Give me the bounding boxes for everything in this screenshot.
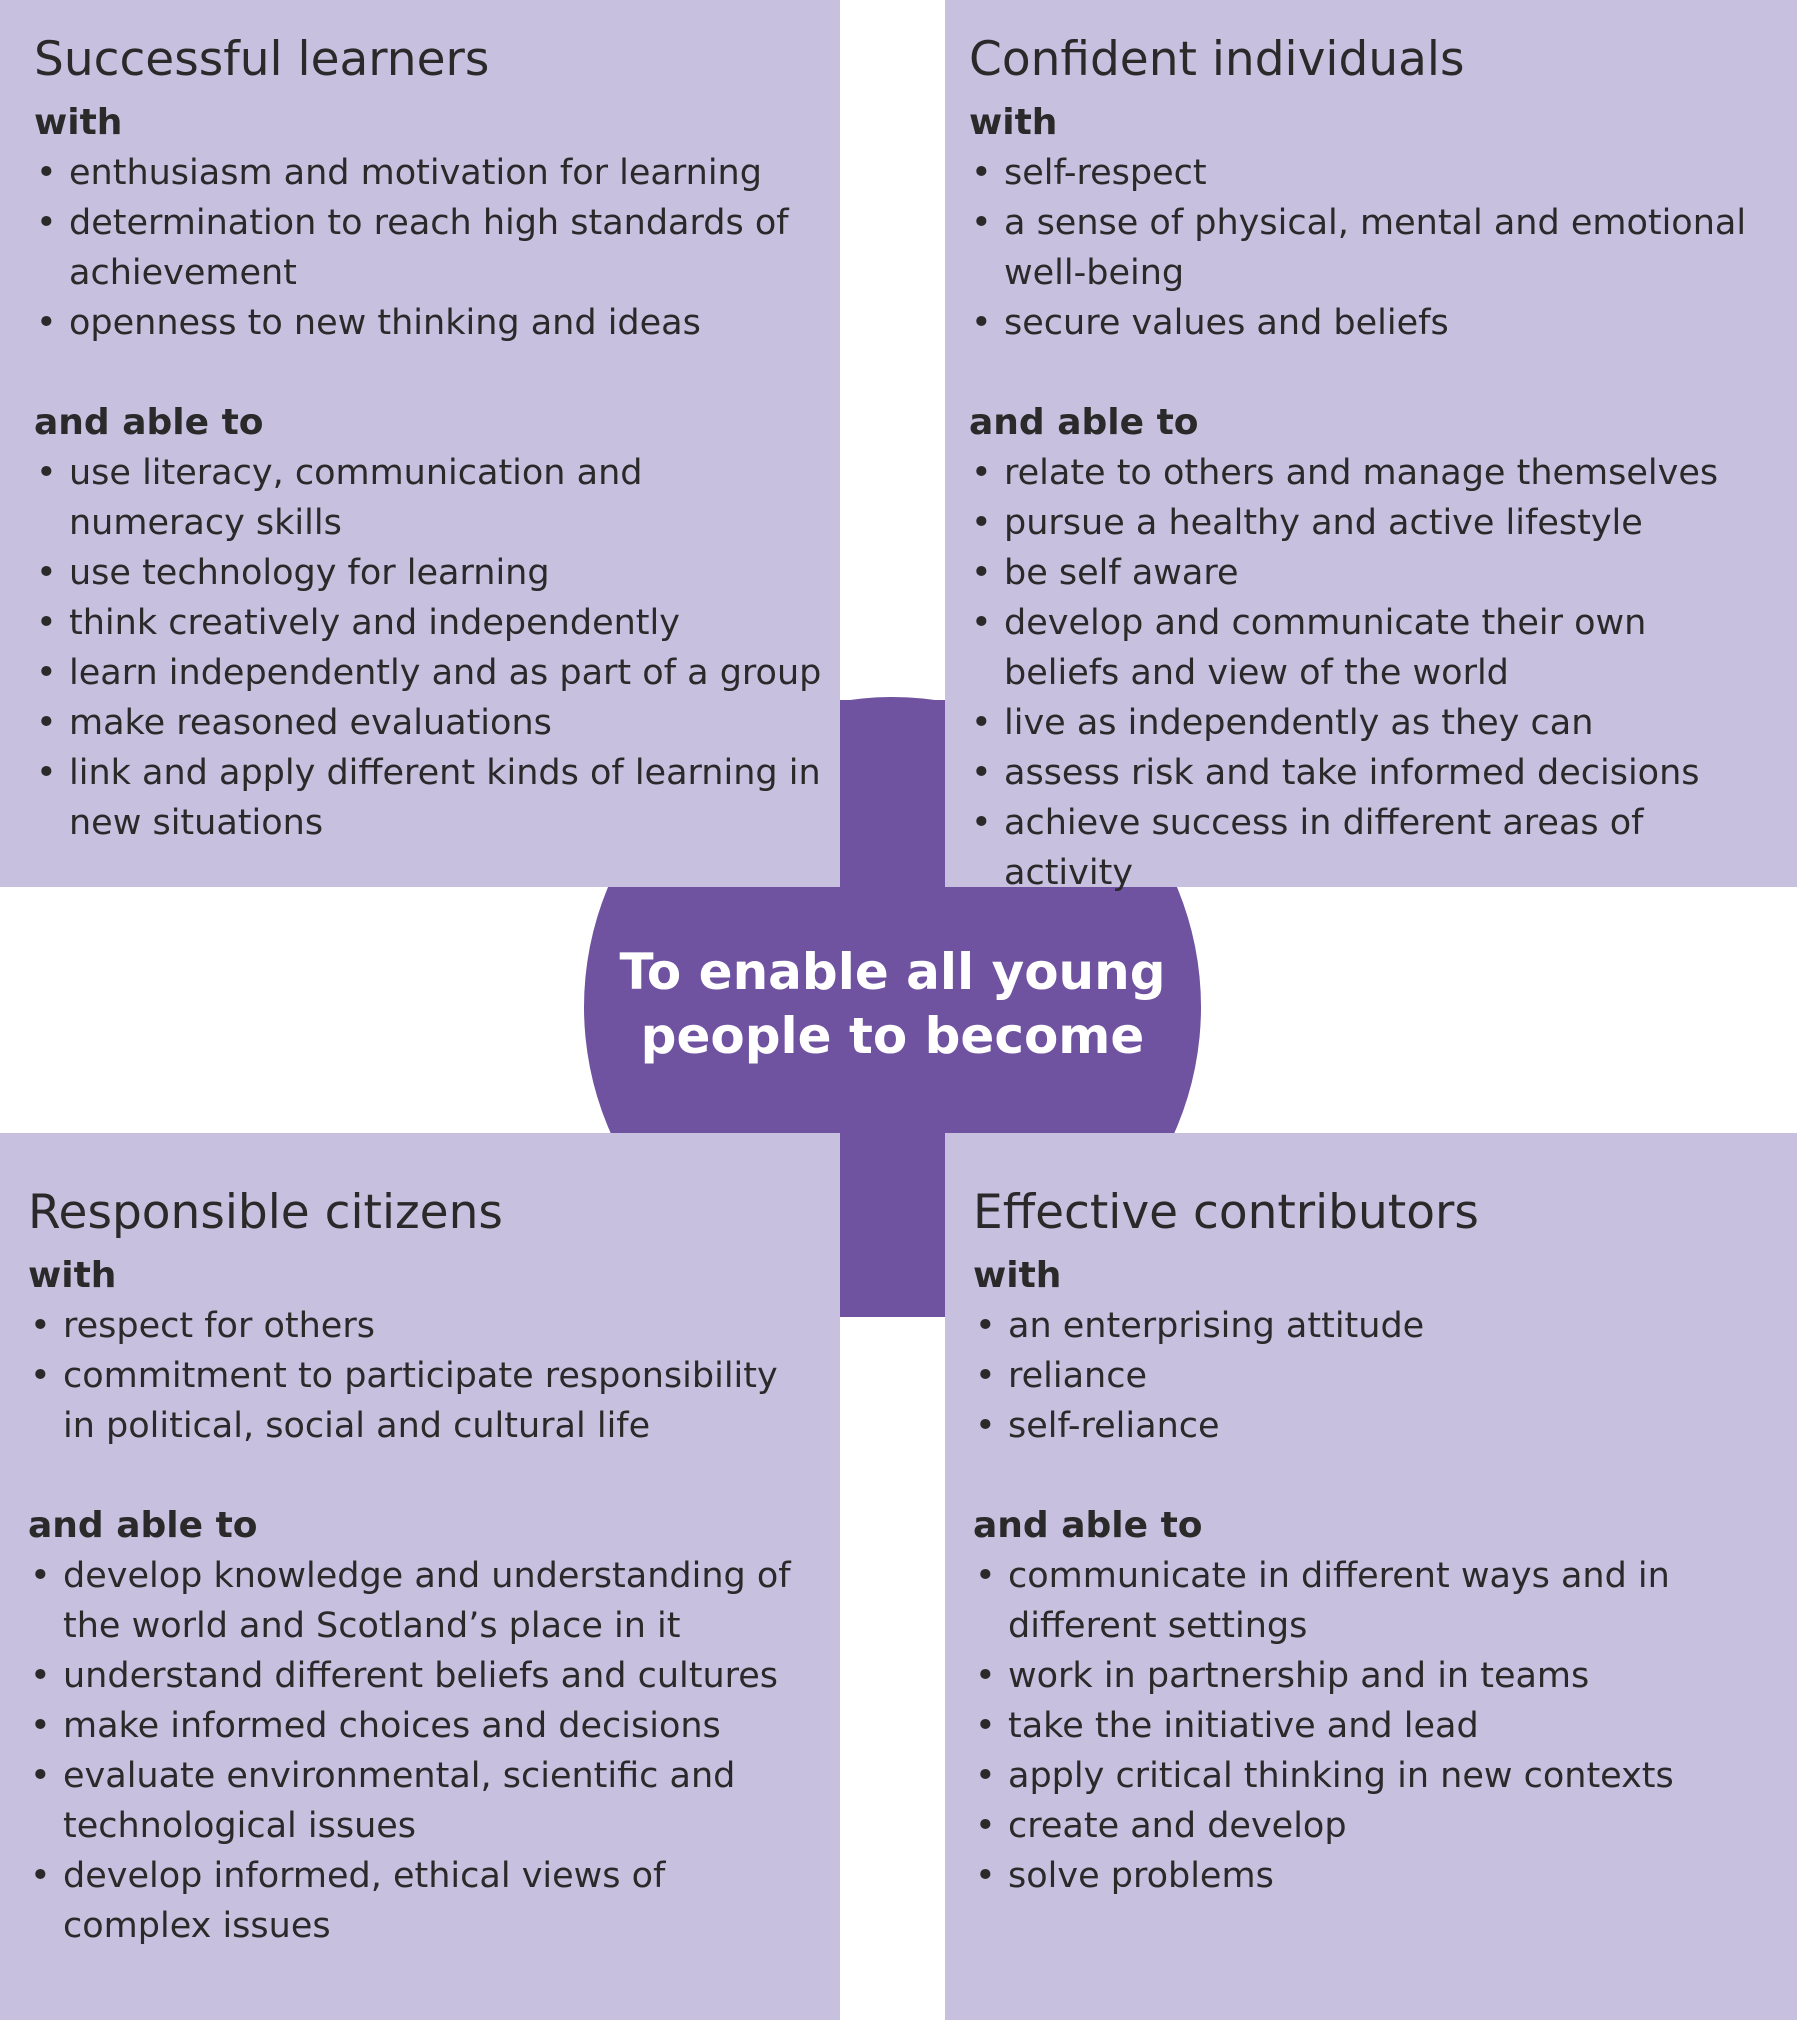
able-list [969,448,1759,898]
list-item: • link and apply different kinds of learning in new situations [34,748,824,848]
list-item: • communicate in different ways and in different settings [973,1551,1763,1651]
center-caption-line1: To enable all young [619,943,1166,1001]
list-item: • respect for others [28,1301,818,1351]
list-item: • achieve success in different areas of activity [969,798,1759,898]
list-item: • self-respect [969,148,1759,198]
list-item: • make informed choices and decisions [28,1701,818,1751]
list-item: • learn independently and as part of a group [34,648,824,698]
list-item: • understand different beliefs and cultures [28,1651,818,1701]
able-label: and able to [973,1505,1203,1546]
with-label: with [973,1255,1062,1296]
center-caption-line2: people to become [640,1007,1145,1065]
with-list [34,148,824,348]
list-item: • determination to reach high standards of achievement [34,198,824,298]
list-item: • assess risk and take informed decisions [969,748,1759,798]
list-item: • reliance [973,1351,1763,1401]
list-item: • develop knowledge and understanding of the world and Scotland’s place in it [28,1551,818,1651]
quadrant-title: Effective contributors [973,1185,1479,1240]
list-item: • commitment to participate responsibility in political, social and cultural life [28,1351,818,1451]
list-item: • create and develop [973,1801,1763,1851]
with-list [28,1301,818,1451]
able-list [34,448,824,848]
list-item: • be self aware [969,548,1759,598]
quadrant-title: Confident individuals [969,32,1465,87]
center-caption [584,940,1201,1068]
quadrant-successful-learners [0,0,840,887]
list-item: • use technology for learning [34,548,824,598]
with-list [973,1301,1763,1451]
list-item: • work in partnership and in teams [973,1651,1763,1701]
quadrant-title: Responsible citizens [28,1185,503,1240]
list-item: • think creatively and independently [34,598,824,648]
quadrant-responsible-citizens [0,1133,840,2020]
list-item: • relate to others and manage themselves [969,448,1759,498]
list-item: • take the initiative and lead [973,1701,1763,1751]
able-label: and able to [969,402,1199,443]
list-item: • develop and communicate their own beliefs and view of the world [969,598,1759,698]
list-item: • develop informed, ethical views of complex issues [28,1851,818,1951]
list-item: • openness to new thinking and ideas [34,298,824,348]
with-label: with [34,102,123,143]
quadrant-title: Successful learners [34,32,490,87]
list-item: • self-reliance [973,1401,1763,1451]
able-label: and able to [34,402,264,443]
list-item: • apply critical thinking in new contexts [973,1751,1763,1801]
with-list [969,148,1759,348]
with-label: with [28,1255,117,1296]
list-item: • enthusiasm and motivation for learning [34,148,824,198]
able-list [973,1551,1763,1901]
able-label: and able to [28,1505,258,1546]
with-label: with [969,102,1058,143]
list-item: • an enterprising attitude [973,1301,1763,1351]
list-item: • solve problems [973,1851,1763,1901]
list-item: • make reasoned evaluations [34,698,824,748]
quadrant-confident-individuals [945,0,1797,893]
list-item: • a sense of physical, mental and emotional well-being [969,198,1759,298]
list-item: • pursue a healthy and active lifestyle [969,498,1759,548]
list-item: • evaluate environmental, scientific and technological issues [28,1751,818,1851]
list-item: • secure values and beliefs [969,298,1759,348]
able-list [28,1551,818,1951]
list-item: • use literacy, communication and numeracy skills [34,448,824,548]
list-item: • live as independently as they can [969,698,1759,748]
quadrant-effective-contributors [945,1133,1797,2020]
